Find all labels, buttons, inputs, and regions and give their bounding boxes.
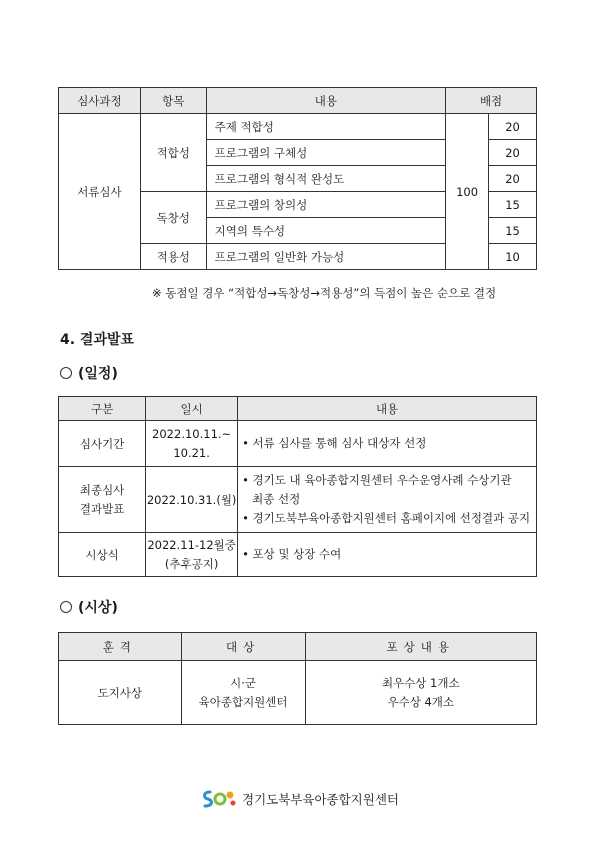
header-grade: 훈격 (59, 633, 182, 661)
score-cell: 15 (489, 218, 537, 244)
date-line: 10.21. (173, 445, 210, 460)
content-cell (238, 533, 537, 577)
content-line: • 포상 및 상장 수여 (242, 547, 342, 561)
target-line: 육아종합지원센터 (198, 694, 288, 709)
header-target: 대상 (181, 633, 305, 661)
item-cell: 독창성 (140, 192, 206, 244)
footer (200, 788, 399, 810)
target-cell (181, 661, 305, 725)
header-category: 구분 (59, 397, 146, 421)
date-cell: 2022.10.31.(월) (146, 467, 238, 533)
content-cell: 프로그램의 구체성 (206, 140, 445, 166)
category-cell (59, 467, 146, 533)
stage-cell: 서류심사 (59, 114, 141, 270)
evaluation-table (58, 87, 537, 270)
content-line: • 서류 심사를 통해 심사 대상자 선정 (242, 436, 427, 450)
date-cell (146, 421, 238, 467)
content-cell: 지역의 특수성 (206, 218, 445, 244)
header-prize: 포상내용 (305, 633, 536, 661)
grade-cell: 도지사상 (59, 661, 182, 725)
date-line: (추후공지) (164, 556, 219, 571)
header-content: 내용 (206, 88, 445, 114)
org-name: 경기도북부육아종합지원센터 (242, 792, 399, 807)
target-line: 시·군 (230, 675, 257, 690)
category-line: 결과발표 (79, 501, 125, 516)
content-line: • 경기도 내 육아종합지원센터 우수운영사례 수상기관 (242, 473, 512, 487)
schedule-subtitle-label: (일정) (78, 366, 118, 382)
content-cell: 프로그램의 창의성 (206, 192, 445, 218)
item-cell: 적용성 (140, 244, 206, 270)
awards-subtitle (60, 597, 118, 617)
category-cell: 심사기간 (59, 421, 146, 467)
circle-bullet-icon (60, 367, 72, 379)
awards-table (58, 632, 537, 725)
date-line: 2022.11-12월중 (147, 537, 236, 552)
date-line: 2022.10.11.~ (152, 426, 232, 441)
circle-bullet-icon (60, 601, 72, 613)
schedule-subtitle (60, 363, 118, 383)
prize-cell (305, 661, 536, 725)
tie-break-note: ※ 동점일 경우 “적합성→독창성→적용성”의 득점이 높은 순으로 결정 (152, 286, 497, 300)
content-cell (238, 421, 537, 467)
category-line: 최종심사 (79, 482, 125, 497)
awards-subtitle-label: (시상) (78, 600, 118, 616)
org-logo-icon (200, 788, 238, 810)
header-date: 일시 (146, 397, 238, 421)
score-cell: 20 (489, 140, 537, 166)
section-title: 4. 결과발표 (60, 332, 135, 348)
item-cell: 적합성 (140, 114, 206, 192)
content-cell: 주제 적합성 (206, 114, 445, 140)
prize-line: 우수상 4개소 (387, 694, 455, 709)
content-cell (238, 467, 537, 533)
header-stage: 심사과정 (59, 88, 141, 114)
score-cell: 20 (489, 166, 537, 192)
total-score-cell: 100 (446, 114, 489, 270)
schedule-table (58, 396, 537, 577)
score-cell: 15 (489, 192, 537, 218)
header-content: 내용 (238, 397, 537, 421)
prize-line: 최우수상 1개소 (381, 675, 460, 690)
score-cell: 20 (489, 114, 537, 140)
content-cell: 프로그램의 형식적 완성도 (206, 166, 445, 192)
date-cell (146, 533, 238, 577)
content-cell: 프로그램의 일반화 가능성 (206, 244, 445, 270)
score-cell: 10 (489, 244, 537, 270)
header-item: 항목 (140, 88, 206, 114)
header-score: 배점 (446, 88, 537, 114)
content-line: 최종 선정 (252, 492, 301, 506)
category-cell: 시상식 (59, 533, 146, 577)
content-line: • 경기도북부육아종합지원센터 홈페이지에 선정결과 공지 (242, 511, 531, 525)
